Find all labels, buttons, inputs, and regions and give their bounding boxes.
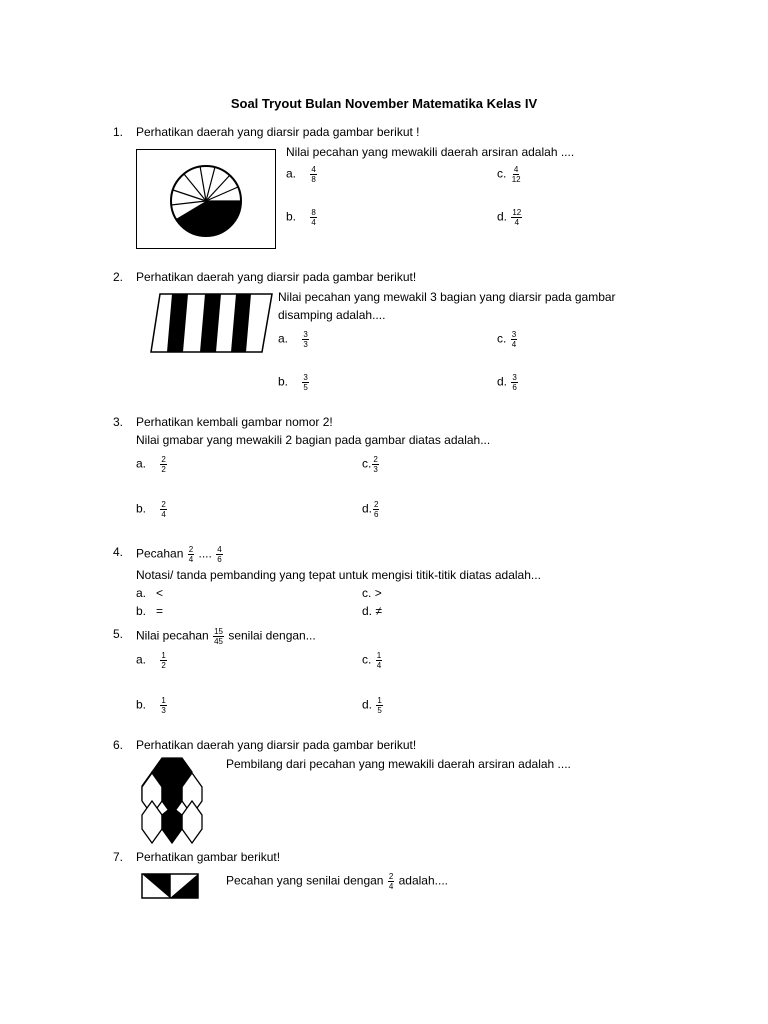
q7-fraction: $\frac{2}{4}$ xyxy=(388,872,394,891)
q1-option-d-fraction: $\frac{12}{4}$ xyxy=(512,208,522,227)
q4-prompt: Notasi/ tanda pembanding yang tepat untuk mengisi titik-titik diatas adalah... xyxy=(136,568,541,582)
q3-option-c-fraction: $\frac{2}{3}$ xyxy=(373,455,378,474)
q2-option-a-fraction: $\frac{3}{3}$ xyxy=(303,330,308,349)
q4-dots: .... xyxy=(198,546,212,561)
q5-option-d-fraction: $\frac{1}{5}$ xyxy=(377,696,382,715)
q3-option-b[interactable]: b. $\frac{2}{4}$ xyxy=(136,500,166,519)
q7-prompt: Pecahan yang senilai dengan $\frac{2}{4}$ adalah.... xyxy=(226,872,448,891)
q4-option-b[interactable]: b. = xyxy=(136,604,164,618)
q2-option-d[interactable]: d. $\frac{3}{6}$ xyxy=(497,373,517,392)
q5-statement: Nilai pecahan $\frac{15}{45}$ senilai dengan... xyxy=(136,627,316,646)
q1-option-d[interactable]: d. $\frac{12}{4}$ xyxy=(497,208,522,227)
q6-prompt: Pembilang dari pecahan yang mewakili daerah arsiran adalah .... xyxy=(226,757,571,771)
q3-option-a-fraction: $\frac{2}{2}$ xyxy=(161,455,166,474)
q1-option-b[interactable]: b. $\frac{8}{4}$ xyxy=(286,208,316,227)
q4-fraction-2: $\frac{4}{6}$ xyxy=(217,545,222,564)
q2-option-c-fraction: $\frac{3}{4}$ xyxy=(511,330,517,349)
q3-prompt: Nilai gmabar yang mewakili 2 bagian pada gambar diatas adalah... xyxy=(136,433,491,447)
q2-prompt-line2: disamping adalah.... xyxy=(278,308,386,322)
q6-hexagon-figure xyxy=(140,757,204,845)
q4-option-d[interactable]: d. ≠ xyxy=(362,604,382,618)
q2-number: 2. xyxy=(113,270,124,284)
q5-option-c-fraction: $\frac{1}{4}$ xyxy=(376,651,382,670)
q5-option-b[interactable]: b. $\frac{1}{3}$ xyxy=(136,696,166,715)
q2-text: Perhatikan daerah yang diarsir pada gambar berikut! xyxy=(136,270,417,284)
q5-option-a-fraction: $\frac{1}{2}$ xyxy=(161,651,166,670)
q5-number: 5. xyxy=(113,627,124,641)
q5-option-d[interactable]: d. $\frac{1}{5}$ xyxy=(362,696,382,715)
q6-number: 6. xyxy=(113,738,124,752)
q3-option-a[interactable]: a. $\frac{2}{2}$ xyxy=(136,455,166,474)
q1-number: 1. xyxy=(113,125,124,139)
q5-fraction: $\frac{15}{45}$ xyxy=(214,627,223,646)
q7-text: Perhatikan gambar berikut! xyxy=(136,850,281,864)
q2-option-d-fraction: $\frac{3}{6}$ xyxy=(512,373,517,392)
q1-option-c[interactable]: c. $\frac{4}{12}$ xyxy=(497,165,521,184)
q2-option-a[interactable]: a. $\frac{3}{3}$ xyxy=(278,330,308,349)
q1-option-b-fraction: $\frac{8}{4}$ xyxy=(311,208,316,227)
page-title: Soal Tryout Bulan November Matematika Kelas IV xyxy=(230,96,538,111)
q3-option-d[interactable]: d. $\frac{2}{6}$ xyxy=(362,500,379,519)
q7-number: 7. xyxy=(113,850,124,864)
q4-option-a[interactable]: a. < xyxy=(136,586,164,600)
q1-option-a[interactable]: a. $\frac{4}{8}$ xyxy=(286,165,316,184)
q1-text: Perhatikan daerah yang diarsir pada gambar berikut ! xyxy=(136,125,420,139)
q2-parallelogram-figure xyxy=(150,292,274,354)
q3-text: Perhatikan kembali gambar nomor 2! xyxy=(136,415,333,429)
q2-option-b[interactable]: b. $\frac{3}{5}$ xyxy=(278,373,308,392)
q6-text: Perhatikan daerah yang diarsir pada gambar berikut! xyxy=(136,738,417,752)
q3-option-d-fraction: $\frac{2}{6}$ xyxy=(374,500,379,519)
q5-option-a[interactable]: a. $\frac{1}{2}$ xyxy=(136,651,166,670)
q4-fraction-1: $\frac{2}{4}$ xyxy=(188,545,194,564)
q3-option-b-fraction: $\frac{2}{4}$ xyxy=(161,500,166,519)
q4-option-c[interactable]: c. > xyxy=(362,586,382,600)
q1-prompt: Nilai pecahan yang mewakili daerah arsiran adalah .... xyxy=(286,145,575,159)
q4-number: 4. xyxy=(113,545,124,559)
q5-option-c[interactable]: c. $\frac{1}{4}$ xyxy=(362,651,382,670)
q3-option-c[interactable]: c. $\frac{2}{3}$ xyxy=(362,455,378,474)
q7-triangles-figure xyxy=(141,873,199,899)
q2-option-b-fraction: $\frac{3}{5}$ xyxy=(303,373,308,392)
q1-option-c-fraction: $\frac{4}{12}$ xyxy=(511,165,521,184)
q1-option-a-fraction: $\frac{4}{8}$ xyxy=(311,165,316,184)
q5-option-b-fraction: $\frac{1}{3}$ xyxy=(161,696,166,715)
q2-prompt-line1: Nilai pecahan yang mewakil 3 bagian yang diarsir pada gambar xyxy=(278,290,616,304)
q1-pie-figure xyxy=(168,163,244,239)
q3-number: 3. xyxy=(113,415,124,429)
q2-option-c[interactable]: c. $\frac{3}{4}$ xyxy=(497,330,517,349)
q4-statement: Pecahan $\frac{2}{4}$ .... $\frac{4}{6}$ xyxy=(136,545,222,564)
